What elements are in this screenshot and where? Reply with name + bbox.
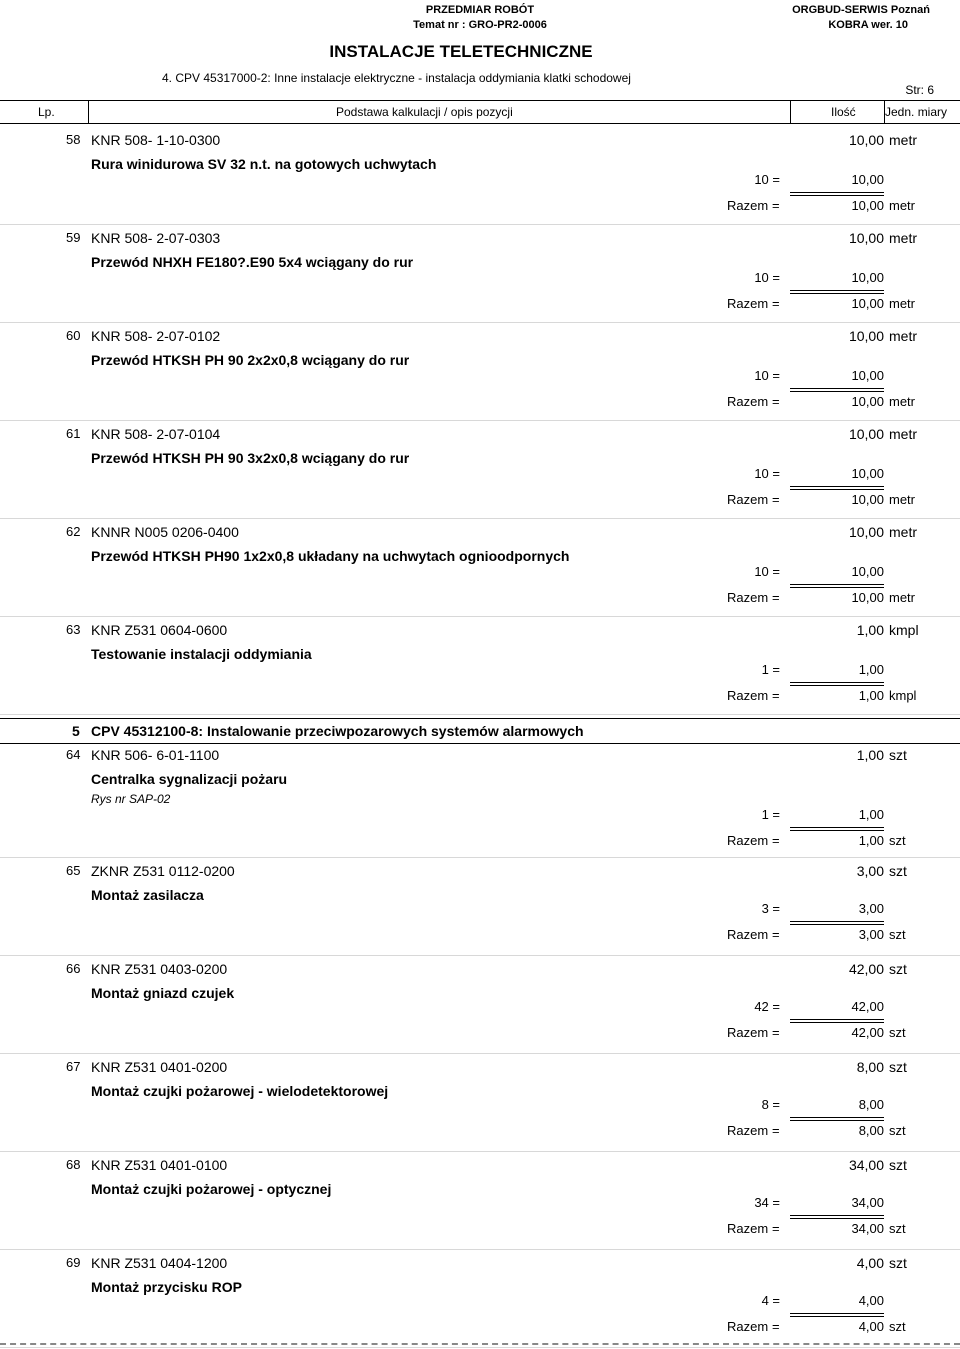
- section-divider: [0, 718, 960, 719]
- calc-value: 1,00: [858, 807, 884, 822]
- item-code: KNR 508- 2-07-0104: [91, 426, 221, 442]
- item-description: Centralka sygnalizacji pożaru: [91, 771, 288, 787]
- razem-label: Razem: [727, 1319, 769, 1334]
- item-quantity: 4,00: [856, 1255, 884, 1271]
- razem-label: Razem: [727, 927, 769, 942]
- item-number: 68: [66, 1157, 81, 1172]
- double-underline: [790, 1019, 884, 1023]
- item-unit: metr: [889, 132, 917, 148]
- double-underline: [790, 921, 884, 925]
- razem-unit: kmpl: [889, 688, 917, 703]
- row-divider: [0, 616, 960, 617]
- item-number: 64: [66, 747, 81, 762]
- calc-value: 42,00: [851, 999, 884, 1014]
- razem-unit: metr: [889, 394, 915, 409]
- razem-label: Razem: [727, 296, 769, 311]
- calc-value: 10,00: [851, 172, 884, 187]
- item-code: KNNR N005 0206-0400: [91, 524, 239, 540]
- item-quantity: 10,00: [848, 328, 884, 344]
- item-quantity: 34,00: [848, 1157, 884, 1173]
- razem-label: Razem: [727, 1221, 769, 1236]
- item-description: Przewód HTKSH PH 90 3x2x0,8 wciągany do rur: [91, 450, 410, 466]
- razem-value: 10,00: [851, 492, 884, 507]
- col-divider: [88, 100, 89, 124]
- software-version: KOBRA wer. 10: [828, 19, 908, 31]
- calc-multiplier: 4 =: [761, 1293, 780, 1308]
- item-number: 66: [66, 961, 81, 976]
- razem-label: Razem: [727, 833, 769, 848]
- calc-value: 3,00: [858, 901, 884, 916]
- col-divider: [884, 100, 885, 124]
- razem-equals: =: [772, 688, 780, 703]
- calc-multiplier: 42 =: [754, 999, 780, 1014]
- item-description: Testowanie instalacji oddymiania: [91, 646, 312, 662]
- item-description: Montaż gniazd czujek: [91, 985, 235, 1001]
- razem-equals: =: [772, 1221, 780, 1236]
- calc-multiplier: 8 =: [761, 1097, 780, 1112]
- item-code: KNR 508- 2-07-0102: [91, 328, 221, 344]
- calc-value: 4,00: [858, 1293, 884, 1308]
- double-underline: [790, 192, 884, 196]
- calc-value: 10,00: [851, 368, 884, 383]
- razem-value: 3,00: [858, 927, 884, 942]
- razem-unit: szt: [889, 1123, 906, 1138]
- item-description: Montaż zasilacza: [91, 887, 204, 903]
- calc-value: 10,00: [851, 466, 884, 481]
- razem-unit: szt: [889, 1221, 906, 1236]
- item-description: Przewód NHXH FE180?.E90 5x4 wciągany do rur: [91, 254, 414, 270]
- double-underline: [790, 1313, 884, 1317]
- razem-value: 10,00: [851, 198, 884, 213]
- razem-value: 8,00: [858, 1123, 884, 1138]
- calc-multiplier: 34 =: [754, 1195, 780, 1210]
- calc-multiplier: 10 =: [754, 368, 780, 383]
- document-title: INSTALACJE TELETECHNICZNE: [329, 42, 593, 61]
- double-underline: [790, 1215, 884, 1219]
- razem-value: 1,00: [858, 688, 884, 703]
- item-note: Rys nr SAP-02: [91, 792, 171, 806]
- razem-equals: =: [772, 1319, 780, 1334]
- calc-value: 10,00: [851, 270, 884, 285]
- item-unit: metr: [889, 328, 917, 344]
- calc-multiplier: 1 =: [761, 662, 780, 677]
- razem-label: Razem: [727, 590, 769, 605]
- item-code: KNR Z531 0604-0600: [91, 622, 228, 638]
- calc-multiplier: 10 =: [754, 466, 780, 481]
- razem-label: Razem: [727, 394, 769, 409]
- project-number: Temat nr : GRO-PR2-0006: [413, 19, 547, 31]
- razem-equals: =: [772, 1123, 780, 1138]
- company-name: ORGBUD-SERWIS Poznań: [792, 4, 930, 16]
- section-heading: 4. CPV 45317000-2: Inne instalacje elektryczne - instalacja oddymiania klatki schodowej: [162, 71, 631, 85]
- item-code: KNR 506- 6-01-1100: [91, 747, 220, 763]
- item-unit: szt: [889, 747, 907, 763]
- item-description: Przewód HTKSH PH 90 2x2x0,8 wciągany do rur: [91, 352, 410, 368]
- calc-value: 34,00: [851, 1195, 884, 1210]
- col-divider: [790, 100, 791, 124]
- item-number: 62: [66, 524, 81, 539]
- double-underline: [790, 388, 884, 392]
- report-type-title: PRZEDMIAR ROBÓT: [425, 4, 535, 16]
- section-number: 5: [72, 723, 80, 739]
- page-number: Str: 6: [905, 83, 934, 97]
- razem-value: 34,00: [851, 1221, 884, 1236]
- razem-value: 1,00: [858, 833, 884, 848]
- col-unit: Jedn. miary: [885, 105, 948, 119]
- razem-unit: szt: [889, 1025, 906, 1040]
- section-divider: [0, 743, 960, 744]
- razem-value: 42,00: [851, 1025, 884, 1040]
- double-underline: [790, 290, 884, 294]
- item-code: KNR Z531 0401-0200: [91, 1059, 228, 1075]
- item-code: KNR 508- 2-07-0303: [91, 230, 221, 246]
- item-code: KNR 508- 1-10-0300: [91, 132, 221, 148]
- row-divider: [0, 857, 960, 858]
- item-number: 69: [66, 1255, 81, 1270]
- calc-multiplier: 10 =: [754, 564, 780, 579]
- razem-value: 10,00: [851, 296, 884, 311]
- razem-equals: =: [772, 296, 780, 311]
- razem-value: 10,00: [851, 394, 884, 409]
- item-unit: szt: [889, 961, 907, 977]
- table-header: [0, 100, 960, 124]
- item-number: 67: [66, 1059, 81, 1074]
- calc-value: 8,00: [858, 1097, 884, 1112]
- page-bottom-border: [0, 1343, 960, 1345]
- razem-value: 4,00: [858, 1319, 884, 1334]
- row-divider: [0, 1151, 960, 1152]
- calc-value: 10,00: [851, 564, 884, 579]
- item-code: KNR Z531 0403-0200: [91, 961, 228, 977]
- item-unit: szt: [889, 1255, 907, 1271]
- row-divider: [0, 1347, 960, 1348]
- razem-label: Razem: [727, 198, 769, 213]
- item-number: 58: [66, 132, 81, 147]
- col-lp: Lp.: [38, 105, 55, 119]
- razem-label: Razem: [727, 1123, 769, 1138]
- razem-equals: =: [772, 394, 780, 409]
- item-description: Przewód HTKSH PH90 1x2x0,8 układany na uchwytach ognioodpornych: [91, 548, 570, 564]
- row-divider: [0, 322, 960, 323]
- double-underline: [790, 827, 884, 831]
- item-code: ZKNR Z531 0112-0200: [91, 863, 235, 879]
- razem-unit: szt: [889, 1319, 906, 1334]
- razem-unit: metr: [889, 296, 915, 311]
- item-unit: kmpl: [889, 622, 919, 638]
- razem-equals: =: [772, 492, 780, 507]
- razem-unit: szt: [889, 927, 906, 942]
- item-quantity: 1,00: [856, 747, 884, 763]
- col-quantity: Ilość: [831, 105, 856, 119]
- item-description: Rura winidurowa SV 32 n.t. na gotowych uchwytach: [91, 156, 437, 172]
- calc-multiplier: 10 =: [754, 270, 780, 285]
- razem-unit: metr: [889, 590, 915, 605]
- item-description: Montaż czujki pożarowej - wielodetektorowej: [91, 1083, 389, 1099]
- item-number: 61: [66, 426, 81, 441]
- item-quantity: 3,00: [856, 863, 884, 879]
- item-quantity: 10,00: [848, 426, 884, 442]
- item-quantity: 1,00: [856, 622, 884, 638]
- double-underline: [790, 682, 884, 686]
- row-divider: [0, 224, 960, 225]
- item-description: Montaż czujki pożarowej - optycznej: [91, 1181, 332, 1197]
- calc-multiplier: 3 =: [761, 901, 780, 916]
- razem-label: Razem: [727, 688, 769, 703]
- item-quantity: 10,00: [848, 132, 884, 148]
- item-unit: szt: [889, 863, 907, 879]
- item-quantity: 10,00: [848, 524, 884, 540]
- item-quantity: 42,00: [848, 961, 884, 977]
- item-number: 63: [66, 622, 81, 637]
- item-number: 59: [66, 230, 81, 245]
- razem-label: Razem: [727, 492, 769, 507]
- razem-equals: =: [772, 1025, 780, 1040]
- calc-multiplier: 10 =: [754, 172, 780, 187]
- razem-unit: szt: [889, 833, 906, 848]
- item-code: KNR Z531 0401-0100: [91, 1157, 228, 1173]
- razem-equals: =: [772, 833, 780, 848]
- row-divider: [0, 420, 960, 421]
- calc-multiplier: 1 =: [761, 807, 780, 822]
- razem-unit: metr: [889, 492, 915, 507]
- row-divider: [0, 714, 960, 715]
- razem-label: Razem: [727, 1025, 769, 1040]
- item-number: 60: [66, 328, 81, 343]
- section-title: CPV 45312100-8: Instalowanie przeciwpozarowych systemów alarmowych: [91, 723, 584, 739]
- razem-equals: =: [772, 198, 780, 213]
- row-divider: [0, 1053, 960, 1054]
- razem-value: 10,00: [851, 590, 884, 605]
- razem-equals: =: [772, 927, 780, 942]
- razem-equals: =: [772, 590, 780, 605]
- double-underline: [790, 486, 884, 490]
- calc-value: 1,00: [858, 662, 884, 677]
- item-quantity: 10,00: [848, 230, 884, 246]
- item-code: KNR Z531 0404-1200: [91, 1255, 228, 1271]
- row-divider: [0, 955, 960, 956]
- razem-unit: metr: [889, 198, 915, 213]
- item-quantity: 8,00: [856, 1059, 884, 1075]
- item-unit: szt: [889, 1157, 907, 1173]
- double-underline: [790, 584, 884, 588]
- item-unit: metr: [889, 426, 917, 442]
- row-divider: [0, 518, 960, 519]
- double-underline: [790, 1117, 884, 1121]
- item-unit: szt: [889, 1059, 907, 1075]
- item-description: Montaż przycisku ROP: [91, 1279, 242, 1295]
- col-description: Podstawa kalkulacji / opis pozycji: [336, 105, 513, 119]
- item-unit: metr: [889, 230, 917, 246]
- item-number: 65: [66, 863, 81, 878]
- item-unit: metr: [889, 524, 917, 540]
- row-divider: [0, 1249, 960, 1250]
